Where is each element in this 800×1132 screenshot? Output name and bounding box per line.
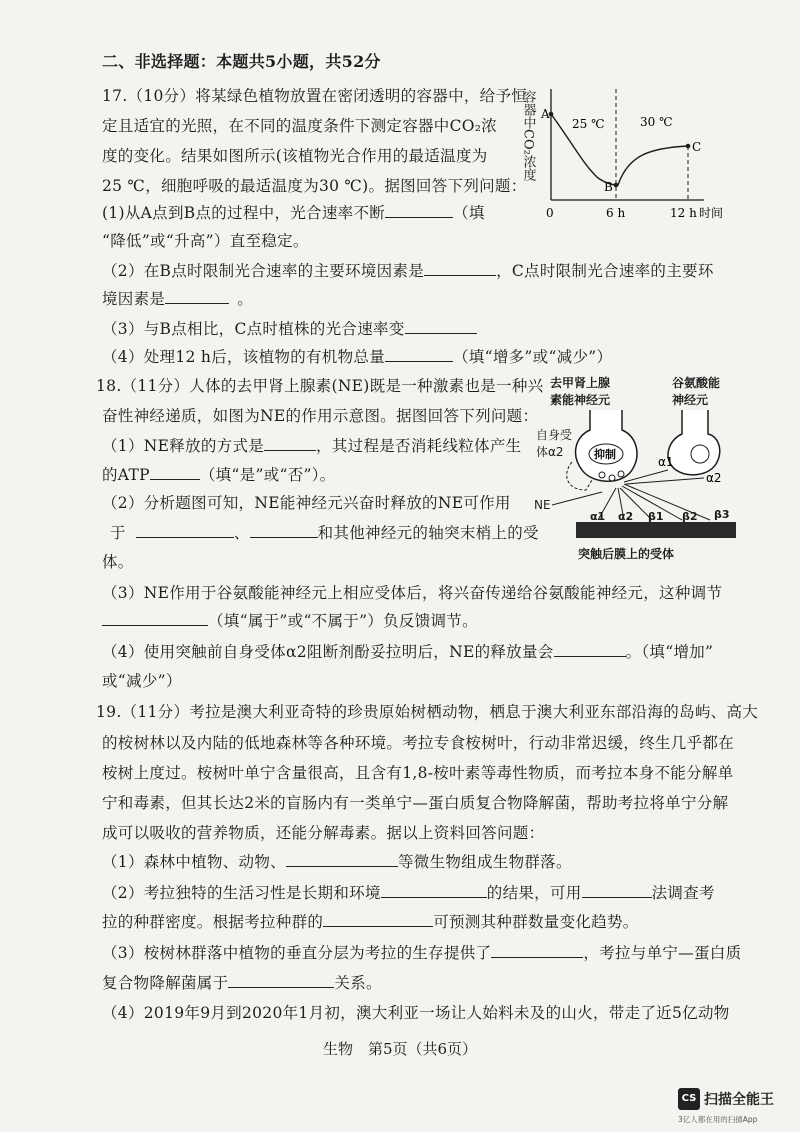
cs-logo: CS: [678, 1088, 700, 1110]
q19-part2-cont: [102, 912, 639, 932]
q19-part3-text-b: ，考拉与单宁—蛋白质: [583, 944, 742, 962]
q19-line2: 的桉树林以及内陆的低地森林等各种环境。考拉专食桉树叶，行动非常迟缓，终生几乎都在: [102, 734, 735, 752]
answer-blank[interactable]: [323, 912, 433, 927]
point-c: [686, 144, 691, 149]
q18-part4-text: （4）使用突触前自身受体α2阻断剂酚妥拉明后，NE的释放量会: [102, 643, 554, 661]
q17-part2-text: （2）在B点时限制光合速率的主要环境因素是: [102, 262, 425, 280]
co2-chart: [518, 84, 730, 224]
answer-blank[interactable]: [102, 611, 208, 626]
answer-blank[interactable]: [424, 261, 496, 276]
q18-part2-end: 体。: [102, 553, 134, 571]
label-a: A: [541, 107, 550, 121]
answer-blank[interactable]: [405, 319, 477, 334]
receptor-beta2: β2: [682, 510, 698, 523]
q19-part1-text-b: 等微生物组成生物群落。: [397, 853, 572, 871]
tick-0: 0: [546, 206, 554, 220]
postsynaptic-label: 突触后膜上的受体: [578, 547, 675, 561]
glu-neuron-terminal: [668, 410, 720, 475]
q17-part2-text-b: ，C点时限制光合速率的主要环: [496, 262, 714, 280]
q18-part3: （3）NE作用于谷氨酸能神经元上相应受体后，将兴奋传递给谷氨酸能神经元，这种调节: [102, 584, 723, 602]
glu-neuron-label-1: 谷氨酸能: [672, 376, 721, 390]
q17-part4-hint: （填“增多”或“减少”）: [453, 348, 613, 366]
q17-part4-text: （4）处理12 h后，该植物的有机物总量: [102, 348, 385, 366]
page-footer: 生物 第5页（共6页）: [322, 1040, 478, 1058]
q18-part4-hint: 。（填“增加”: [625, 643, 714, 661]
answer-blank[interactable]: [286, 852, 398, 867]
q17-line2: 定且适宜的光照，在不同的温度条件下测定容器中CO₂浓: [102, 117, 498, 135]
q19-line1: 19.（11分）考拉是澳大利亚奇特的珍贵原始树栖动物，栖息于澳大利亚东部沿海的岛屿、高大: [96, 703, 759, 721]
cs-app-name: 扫描全能王: [704, 1092, 774, 1108]
q19-part3-text-d: 关系。: [334, 974, 382, 992]
vesicle: [599, 472, 605, 478]
answer-blank[interactable]: [228, 973, 334, 988]
vesicle: [618, 471, 624, 477]
region-25c: 25 ℃: [572, 117, 605, 131]
q17-part1: [102, 203, 485, 223]
q17-part1-cont: “降低”或“升高”）直至稳定。: [102, 232, 309, 250]
q19-part4: （4）2019年9月到2020年1月初，澳大利亚一场让人始料未及的山火，带走了近5亿动物: [102, 1004, 730, 1022]
q19-part2-text: （2）考拉独特的生活习性是长期和环境: [102, 884, 381, 902]
label-b: B: [604, 180, 613, 194]
q17-part2-text-c: 境因素是: [102, 290, 166, 308]
chart-xlabel: 时间: [699, 206, 724, 220]
q17-line4: 25 ℃，细胞呼吸的最适温度为30 ℃)。据图回答下列问题：: [102, 177, 527, 195]
answer-blank[interactable]: [150, 465, 200, 480]
point-b: [614, 183, 619, 188]
q19-part3-cont: [102, 973, 382, 993]
q18-part2-text-d: 和其他神经元的轴突末梢上的受: [317, 524, 539, 542]
answer-blank[interactable]: [250, 523, 318, 538]
q17-part2: [102, 261, 714, 281]
q19-line5: 成可以吸收的营养物质，还能分解毒素。据以上资料回答问题：: [102, 824, 545, 842]
answer-blank[interactable]: [385, 203, 453, 218]
q17-line3: 度的变化。结果如图所示(该植物光合作用的最适温度为: [102, 147, 488, 165]
q17-part2-cont: [102, 289, 253, 309]
answer-blank[interactable]: [264, 436, 316, 451]
alpha2-glu-label: α2: [706, 471, 722, 485]
answer-blank[interactable]: [554, 642, 626, 657]
q19-line4: 宁和毒素，但其长达2米的盲肠内有一类单宁—蛋白质复合物降解菌，帮助考拉将单宁分解: [102, 794, 729, 812]
tick-6h: 6 h: [606, 206, 626, 220]
alpha1-glu-label: α1: [658, 455, 674, 469]
q18-part3-hint: （填“属于”或“不属于”）负反馈调节。: [208, 612, 478, 630]
q18-part1-cont: [102, 465, 336, 485]
q19-part3: [102, 943, 741, 963]
ne-diagram: [532, 374, 742, 564]
q18-part1-text-b: ，其过程是否消耗线粒体产生: [316, 437, 522, 455]
receptor-alpha1: α1: [590, 510, 606, 523]
answer-blank[interactable]: [582, 883, 652, 898]
vesicle: [609, 475, 615, 481]
q17-line1: 17.（10分）将某绿色植物放置在密闭透明的容器中，给予恒: [102, 87, 528, 105]
q18-line2: 奋性神经递质，如图为NE的作用示意图。据图回答下列问题：: [102, 407, 539, 425]
q18-part4-cont: 或“减少”）: [102, 672, 182, 690]
q18-part4: [102, 642, 713, 662]
q18-part1-hint: （填“是”或“否”）。: [199, 466, 336, 484]
q17-part2-end: 。: [237, 290, 254, 308]
q18-part2-sep: 、: [233, 524, 250, 542]
answer-blank[interactable]: [385, 347, 453, 362]
glu-neuron-label-2: 神经元: [672, 393, 709, 407]
q18-part2-cont: [110, 523, 539, 543]
q19-part1-text: （1）森林中植物、动物、: [102, 853, 286, 871]
cs-tagline: 3亿人都在用的扫描App: [678, 1115, 758, 1124]
q19-part2-text-e: 可预测其种群数量变化趋势。: [433, 913, 639, 931]
ne-neuron-label-2: 素能神经元: [550, 393, 611, 407]
postsynaptic-membrane: [576, 522, 736, 538]
q19-part2: [102, 883, 715, 903]
q19-part2-text-c: 法调查考: [651, 884, 715, 902]
autoreceptor-label-1: 自身受: [536, 428, 573, 442]
q19-part2-text-d: 拉的种群密度。根据考拉种群的: [102, 913, 324, 931]
label-c: C: [692, 140, 702, 154]
q19-line3: 桉树上度过。桉树叶单宁含量很高，且含有1,8-桉叶素等毒性物质，而考拉本身不能分解单: [102, 764, 734, 782]
q18-part1-text: （1）NE释放的方式是: [102, 437, 265, 455]
inhibit-label: 抑制: [594, 448, 616, 461]
region-30c: 30 ℃: [640, 115, 673, 129]
glu-vesicle: [691, 445, 709, 463]
answer-blank[interactable]: [381, 883, 487, 898]
q18-part2: （2）分析题图可知，NE能神经元兴奋时释放的NE可作用: [102, 494, 511, 512]
q18-line1: 18.（11分）人体的去甲肾上腺素(NE)既是一种激素也是一种兴: [96, 377, 544, 395]
chart-ylabel: 容器中CO₂浓度: [520, 90, 536, 181]
ne-neuron-label-1: 去甲肾上腺: [550, 376, 611, 390]
tick-12h: 12 h: [670, 206, 697, 220]
section-title: 二、非选择题：本题共5小题，共52分: [102, 52, 381, 71]
q17-part1-text: (1)从A点到B点的过程中，光合速率不断: [102, 204, 386, 222]
q19-part1: [102, 852, 572, 872]
q18-part1: [102, 436, 521, 456]
q17-part3-text: （3）与B点相比，C点时植株的光合速率变: [102, 320, 405, 338]
answer-blank[interactable]: [136, 523, 234, 538]
q19-part2-text-b: 的结果，可用: [486, 884, 582, 902]
q19-part3-text-c: 复合物降解菌属于: [102, 974, 229, 992]
answer-blank[interactable]: [491, 943, 583, 958]
q18-part2-text-b: 于: [110, 524, 126, 542]
q17-part3: [102, 319, 477, 339]
receptor-alpha2: α2: [618, 510, 634, 523]
receptor-beta3: β3: [714, 508, 730, 521]
q19-part3-text: （3）桉树林群落中植物的垂直分层为考拉的生存提供了: [102, 944, 492, 962]
q18-part1-text-c: 的ATP: [102, 466, 150, 484]
receptor-beta1: β1: [648, 510, 664, 523]
q18-part3-cont: [102, 611, 478, 631]
ne-label: NE: [534, 498, 551, 512]
q17-part4: [102, 347, 612, 367]
answer-blank[interactable]: [165, 289, 229, 304]
q17-part1-hint: （填: [453, 204, 485, 222]
scanner-watermark: [678, 1088, 794, 1128]
autoreceptor-label-2: 体α2: [536, 445, 564, 459]
